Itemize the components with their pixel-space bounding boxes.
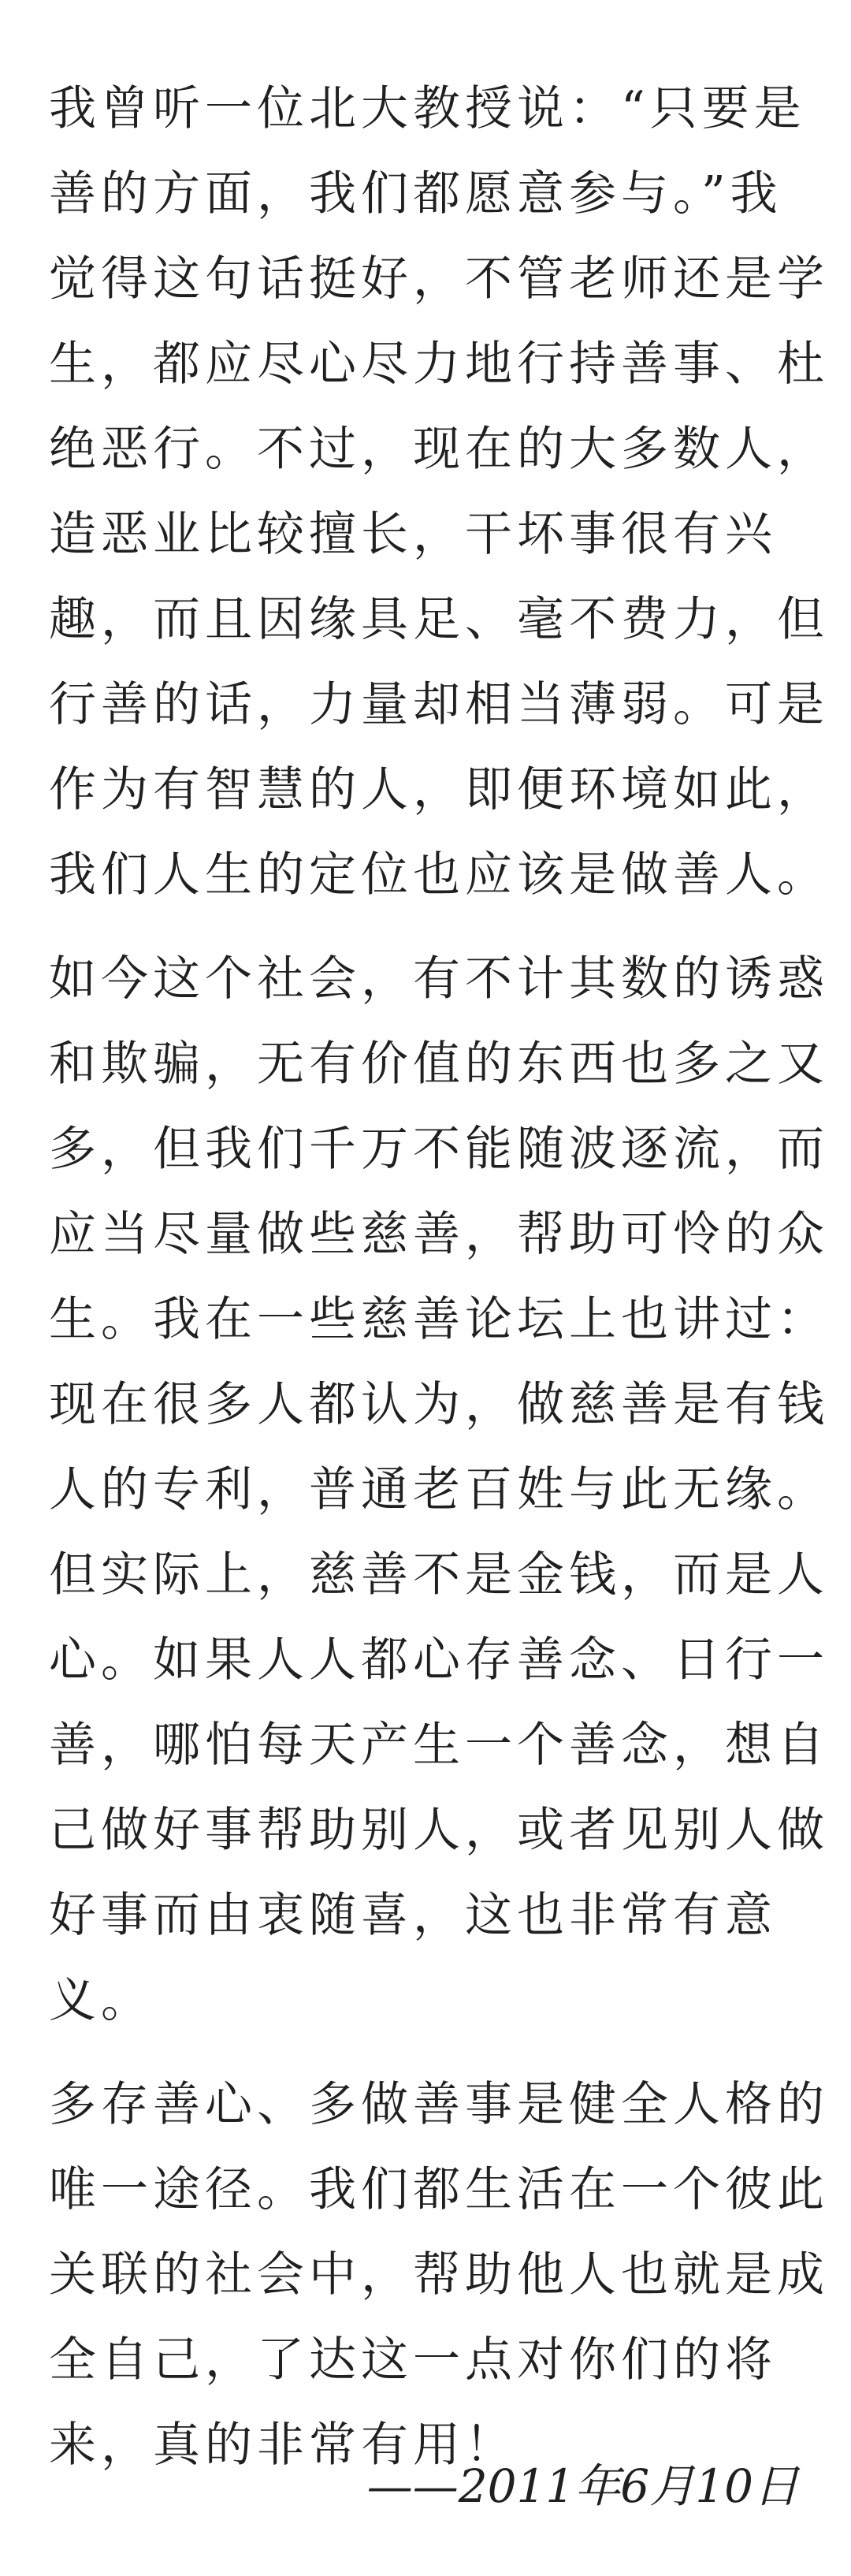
text-line: 造恶业比较擅长，干坏事很有兴: [49, 507, 777, 562]
text-line: 行善的话，力量却相当薄弱。可是: [49, 677, 829, 732]
paragraph-2: [49, 936, 829, 2043]
text-line: 善，哪怕每天产生一个善念，想自: [49, 1718, 829, 1773]
text-line: 如今这个社会，有不计其数的诱惑: [49, 951, 829, 1007]
text-line: 我们人生的定位也应该是做善人。: [49, 847, 829, 903]
text-line: 趣，而且因缘具足、毫不费力，但: [49, 592, 829, 647]
article-body: [49, 66, 829, 2507]
text-line: 来，真的非常有用！: [49, 2418, 517, 2473]
text-line: 我曾听一位北大教授说：“只要是: [49, 81, 806, 136]
text-line: 多，但我们千万不能随波逐流，而: [49, 1122, 829, 1177]
text-line: 全自己，了达这一点对你们的将: [49, 2332, 777, 2388]
paragraph-3: [49, 2062, 829, 2488]
text-line: 心。如果人人都心存善念、日行一: [49, 1632, 829, 1688]
text-line: 生。我在一些慈善论坛上也讲过：: [49, 1292, 829, 1347]
text-line: 但实际上，慈善不是金钱，而是人: [49, 1547, 829, 1603]
date-signature: ——2011年6月10日: [366, 2459, 799, 2513]
text-line: 应当尽量做些慈善，帮助可怜的众: [49, 1207, 829, 1262]
text-line: 关联的社会中，帮助他人也就是成: [49, 2247, 829, 2302]
text-line: 善的方面，我们都愿意参与。”我: [49, 166, 782, 221]
text-line: 绝恶行。不过，现在的大多数人，: [49, 422, 829, 477]
text-line: 现在很多人都认为，做慈善是有钱: [49, 1377, 829, 1432]
text-line: 多存善心、多做善事是健全人格的: [49, 2077, 829, 2132]
paragraph-1: [49, 66, 829, 918]
text-line: 唯一途径。我们都生活在一个彼此: [49, 2162, 829, 2217]
text-line: 生，都应尽心尽力地行持善事、杜: [49, 337, 829, 392]
text-line: 作为有智慧的人，即便环境如此，: [49, 762, 829, 817]
text-line: 人的专利，普通老百姓与此无缘。: [49, 1462, 829, 1517]
text-line: 义。: [49, 1973, 153, 2028]
text-line: 觉得这句话挺好，不管老师还是学: [49, 251, 829, 307]
text-line: 己做好事帮助别人，或者见别人做: [49, 1803, 829, 1858]
text-line: 和欺骗，无有价值的东西也多之又: [49, 1037, 829, 1092]
text-line: 好事而由衷随喜，这也非常有意: [49, 1888, 777, 1943]
